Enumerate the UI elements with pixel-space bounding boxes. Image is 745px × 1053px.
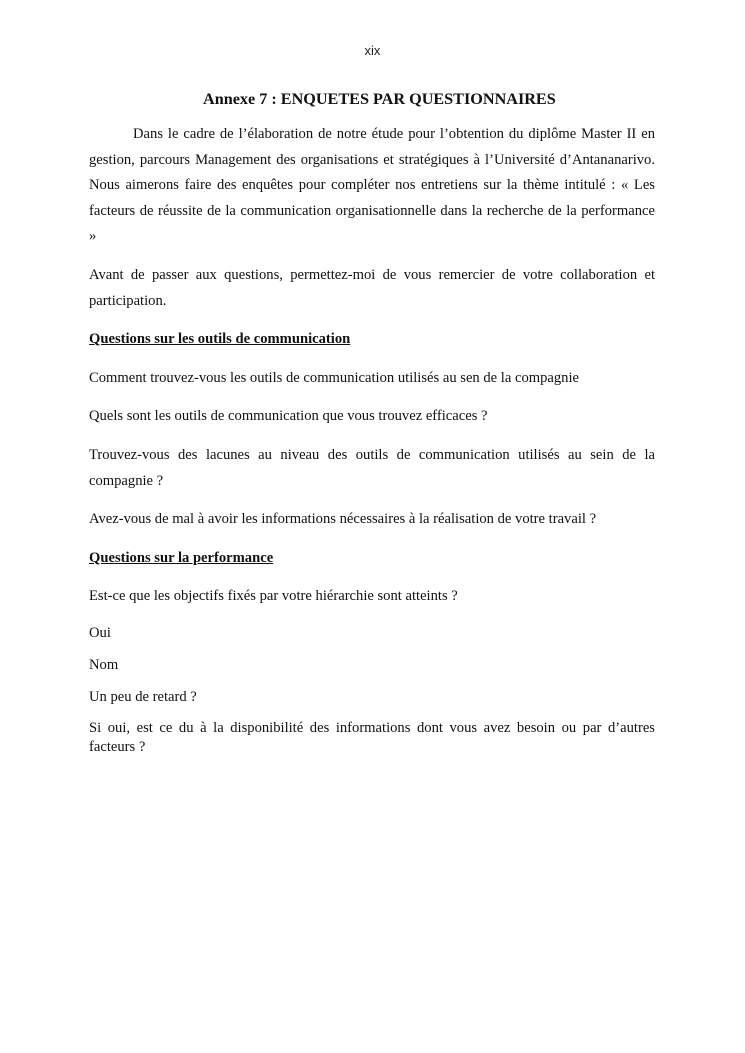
question-2: Quels sont les outils de communication que vous trouvez efficaces ?	[89, 408, 488, 425]
section-heading-performance: Questions sur la performance	[89, 549, 274, 566]
document-body	[89, 88, 655, 757]
answer-option-retard: Un peu de retard ?	[89, 688, 197, 705]
section-communication-tools	[89, 327, 655, 533]
question-5: Est-ce que les objectifs fixés par votre hiérarchie sont atteints ?	[89, 588, 458, 605]
thanks-paragraph: Avant de passer aux questions, permettez-moi de vous remercier de votre collaboration et participation.	[89, 266, 655, 309]
answer-option-nom: Nom	[89, 656, 119, 673]
section-performance	[89, 546, 655, 757]
section-heading-communication: Questions sur les outils de communication	[89, 331, 351, 348]
question-3: Trouvez-vous des lacunes au niveau des outils de communication utilisés au sein de la compagnie ?	[89, 446, 655, 489]
intro-paragraph: Dans le cadre de l’élaboration de notre étude pour l’obtention du diplôme Master II en gestion, parcours Management des organisations et stratégiques à l’Université d’Antananarivo. Nous aimerons faire des enquêtes pour compléter nos entretiens sur la thème intitulé : « Les facteurs de réussite de la communication organisationnelle dans la recherche de la performance »	[89, 126, 655, 245]
question-4: Avez-vous de mal à avoir les informations nécessaires à la réalisation de votre travail ?	[89, 511, 597, 528]
question-1: Comment trouvez-vous les outils de communication utilisés au sen de la compagnie	[89, 369, 580, 386]
answer-option-oui: Oui	[89, 624, 111, 641]
annex-title: Annexe 7 : ENQUETES PAR QUESTIONNAIRES	[203, 90, 556, 108]
page-number: xix	[364, 43, 381, 58]
question-6: Si oui, est ce du à la disponibilité des informations dont vous avez besoin ou par d’autres facteurs ?	[89, 719, 655, 755]
